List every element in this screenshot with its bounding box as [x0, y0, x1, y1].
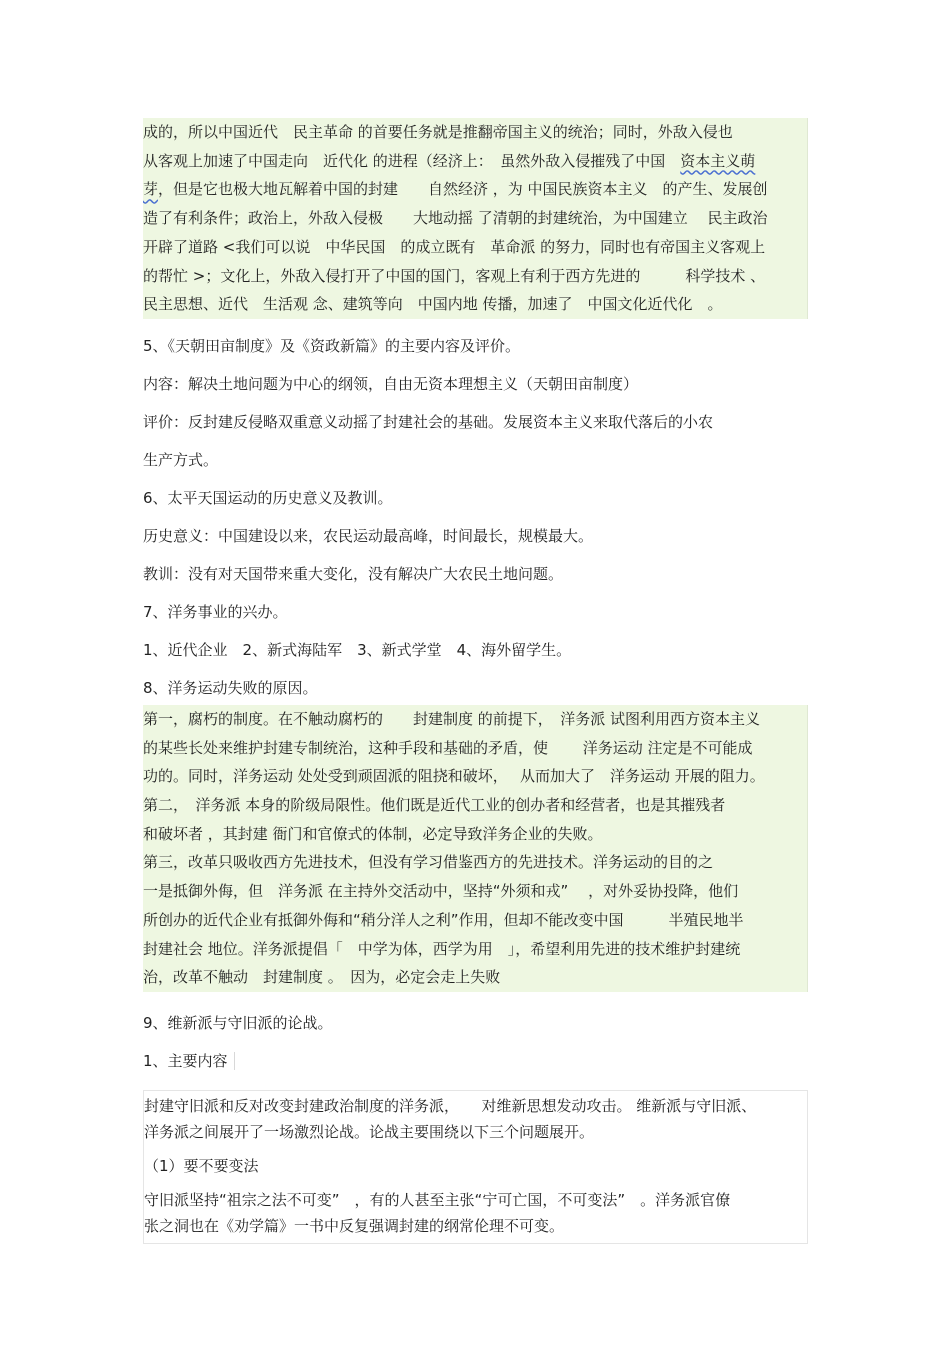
list-item-heading: （1）要不要变法	[144, 1156, 259, 1175]
text-line: 第二， 洋务派 本身的阶级局限性。他们既是近代工业的创办者和经营者，也是其摧残者	[143, 796, 726, 815]
text-line: 守旧派坚持“祖宗之法不可变” ，有的人甚至主张“宁可亡国，不可变法” 。洋务派官僚	[144, 1190, 731, 1209]
text-line: 第三，改革只吸收西方先进技术，但没有学习借鉴西方的先进技术。洋务运动的目的之	[143, 853, 714, 872]
question-heading: 6、太平天国运动的历史意义及教训。	[143, 488, 393, 507]
text-line: 张之洞也在《劝学篇》一书中反复强调封建的纲常伦理不可变。	[144, 1216, 565, 1235]
question-heading: 8、洋务运动失败的原因。	[143, 678, 318, 697]
text-line: 治，改革不触动 封建制度 。 因为，必定会走上失败	[143, 968, 501, 987]
text-line: 和破坏者 ，其封建 衙门和官僚式的体制，必定导致洋务企业的失败。	[143, 824, 603, 843]
highlight-block-1	[143, 118, 808, 319]
text-line: 的某些长处来维护封建专制统治，这种手段和基础的矛盾，使 洋务运动 注定是不可能成	[143, 738, 753, 757]
text-line: 封建社会 地位。洋务派提倡「 中学为体，西学为用 」，希望利用先进的技术维护封建统	[143, 939, 741, 958]
sub-heading	[143, 1050, 808, 1072]
sub-heading-text: 1、主要内容	[143, 1052, 235, 1070]
text-line: 成的，所以中国近代 民主革命 的首要任务就是推翻帝国主义的统治；同时，外敌入侵也	[143, 123, 733, 141]
text-line: 第一，腐朽的制度。在不触动腐朽的 封建制度 的前提下， 洋务派 试图利用西方资本主义	[143, 709, 761, 728]
text-span: ，但是它也极大地瓦解着中国的封建 自然经济 ，为 中国民族资本主义 的产生、发展创	[158, 180, 768, 199]
text-line: 一是抵御外侮，但 洋务派 在主持外交活动中，坚持“外须和戎” ，对外妥协投降，他们	[143, 882, 739, 901]
text-line: 功的。同时，洋务运动 处处受到顽固派的阻挠和破坏， 从而加大了 洋务运动 开展的阻力。	[143, 767, 765, 786]
text-line: 的帮忙 >；文化上，外敌入侵打开了中国的国门，客观上有利于西方先进的 科学技术 、	[143, 266, 766, 285]
paragraph: 历史意义：中国建设以来，农民运动最高峰，时间最长，规模最大。	[143, 526, 594, 545]
question-heading: 5、《天朝田亩制度》及《资政新篇》的主要内容及评价。	[143, 336, 521, 355]
spellcheck-underline: 芽	[143, 180, 159, 199]
question-heading: 7、洋务事业的兴办。	[143, 602, 288, 621]
question-heading: 9、维新派与守旧派的论战。	[143, 1013, 333, 1032]
text-line	[143, 175, 807, 204]
paragraph: 评价：反封建反侵略双重意义动摇了封建社会的基础。发展资本主义来取代落后的小农	[143, 412, 714, 431]
text-line: 开辟了道路 <我们可以说 中华民国 的成立既有 革命派 的努力，同时也有帝国主义客观上	[143, 237, 766, 256]
text-line: 所创办的近代企业有抵御外侮和“稍分洋人之利”作用，但却不能改变中国 半殖民地半	[143, 910, 744, 929]
paragraph: 教训：没有对天国带来重大变化，没有解决广大农民土地问题。	[143, 564, 564, 583]
highlight-block-2	[143, 705, 808, 992]
text-line: 造了有利条件；政治上，外敌入侵极 大地动摇 了清朝的封建统治，为中国建立 民主政治	[143, 209, 768, 228]
document-page	[143, 118, 808, 1244]
text-span: 从客观上加速了中国走向 近代化 的进程（经济上： 虽然外敌入侵摧残了中国	[143, 151, 681, 170]
content-box	[143, 1090, 808, 1244]
paragraph: 1、近代企业 2、新式海陆军 3、新式学堂 4、海外留学生。	[143, 640, 572, 659]
spellcheck-underline: 资本主义萌	[680, 151, 756, 170]
text-line: 民主思想、近代 生活观 念、建筑等向 中国内地 传播，加速了 中国文化近代化 。	[143, 295, 723, 314]
paragraph: 内容：解决土地问题为中心的纲领，自由无资本理想主义（天朝田亩制度）	[143, 374, 639, 393]
text-line: 洋务派之间展开了一场激烈论战。论战主要围绕以下三个问题展开。	[144, 1122, 595, 1141]
text-line: 封建守旧派和反对改变封建政治制度的洋务派， 对维新思想发动攻击。 维新派与守旧派、	[144, 1096, 757, 1115]
text-line	[143, 147, 807, 176]
paragraph: 生产方式。	[143, 450, 219, 469]
